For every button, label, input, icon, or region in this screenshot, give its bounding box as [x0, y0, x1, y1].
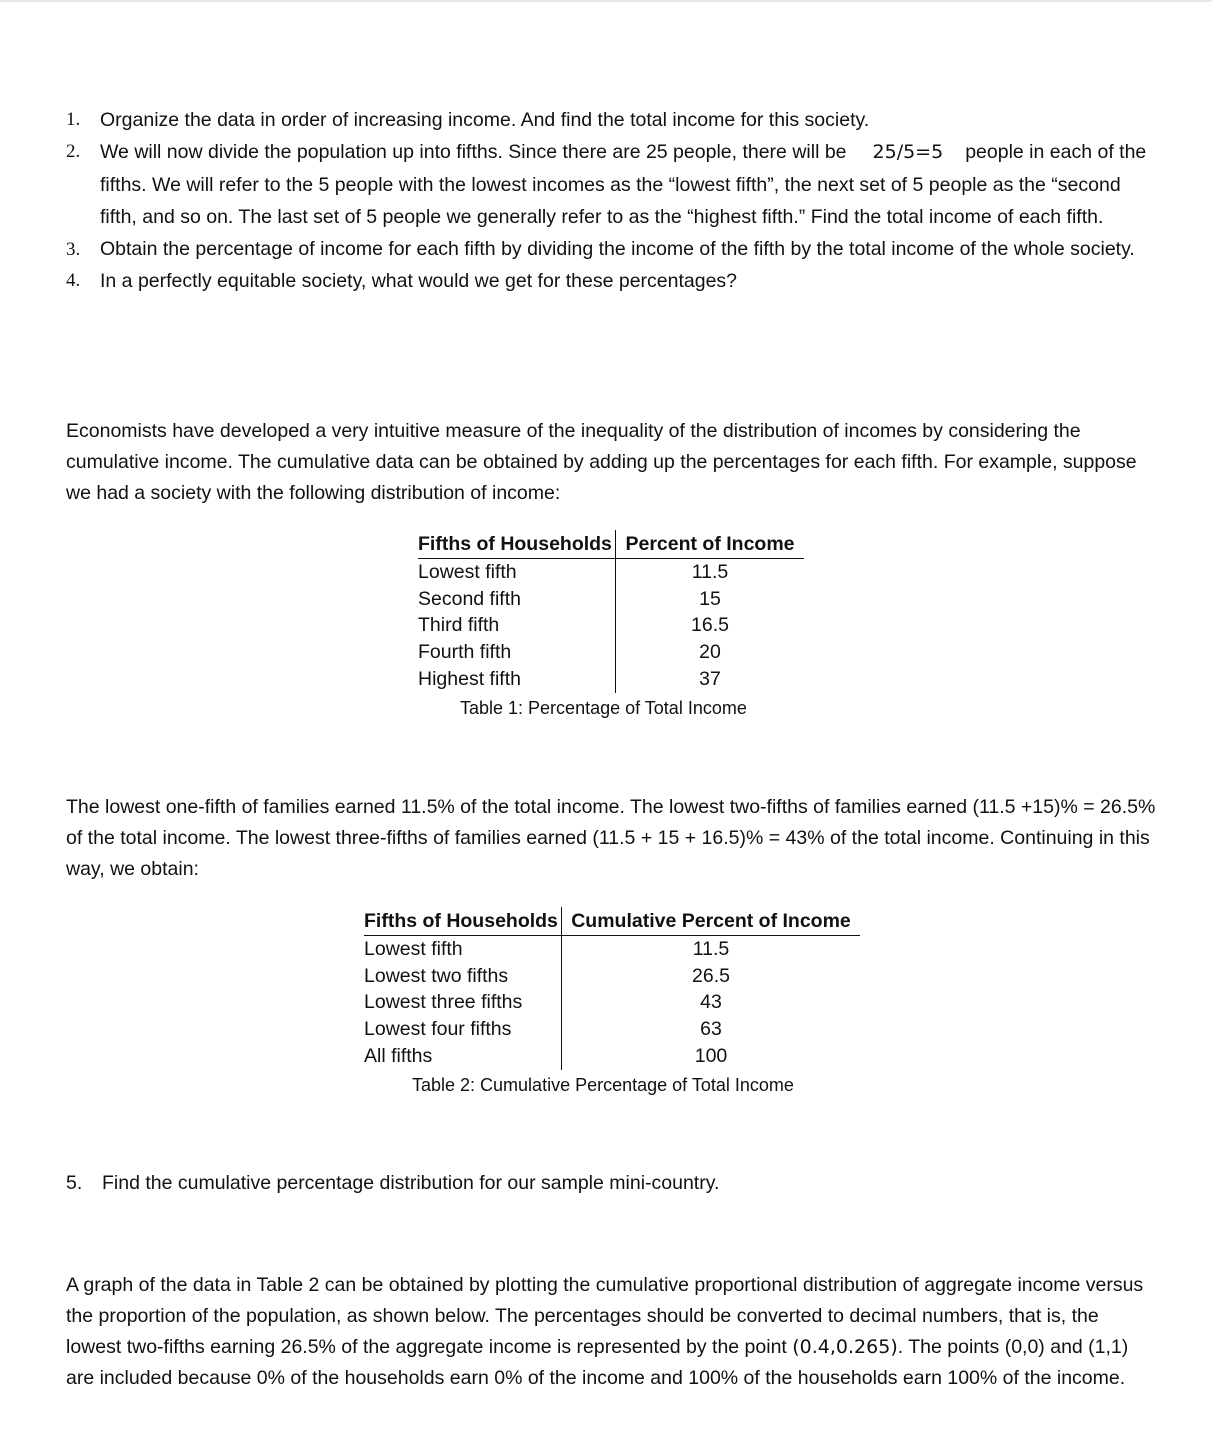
table-caption: Table 1: Percentage of Total Income: [460, 698, 747, 718]
column-header: Cumulative Percent of Income: [562, 907, 861, 936]
table-cell: 20: [699, 641, 721, 664]
top-divider: [0, 0, 1212, 2]
table-cell: Lowest two fifths: [364, 963, 562, 990]
table-cell: 26.5: [692, 964, 730, 987]
column-header: Fifths of Households: [364, 907, 562, 936]
table-cell: Third fifth: [418, 613, 616, 640]
question-number: 5.: [66, 1172, 83, 1194]
table-cell: 37: [699, 668, 721, 691]
table-cell: 43: [700, 991, 722, 1014]
table-header-row: [364, 907, 860, 936]
table-caption: Table 2: Cumulative Percentage of Total Income: [412, 1075, 794, 1095]
paragraph-text-b: . The points (0,0) and (1,1) are included because 0% of the households earn 0% of the income and 100% of the households earn 100% of the income.: [66, 1336, 1129, 1389]
question-number: 4.: [66, 269, 81, 291]
table-cell: Lowest fifth: [418, 559, 616, 586]
table-cell: All fifths: [364, 1043, 562, 1070]
table-cell: 63: [700, 1018, 722, 1041]
table-cell: 16.5: [691, 614, 729, 637]
inline-point: (0.4,0.265): [792, 1336, 898, 1358]
question-3: [60, 234, 1150, 265]
table-row: [364, 990, 860, 1017]
question-number: 1.: [66, 109, 81, 130]
table-cell: Fourth fifth: [418, 639, 616, 666]
paragraph-text-a: A graph of the data in Table 2 can be obtained by plotting the cumulative proportional distribution of aggregate income versus the proportion of the population, as shown below. The percentages should be converted to decimal numbers, that is, the lowest two-fifths earning 26.5% of the aggregate income is represented by the point: [66, 1274, 1144, 1358]
question-number: 3.: [66, 238, 81, 260]
table-cell: 11.5: [691, 560, 729, 583]
question-text: Organize the data in order of increasing income. And find the total income for this society.: [100, 109, 870, 131]
paragraph-graph: [66, 1270, 1156, 1394]
table-header-row: [418, 530, 804, 559]
table-row: [364, 1016, 860, 1043]
paragraph-cumulative: The lowest one-fifth of families earned 11.5% of the total income. The lowest two-fifths of families earned (11.5 +15)% = 26.5% of the total income. The lowest three-fifths of families earned (11.5 + 15 + 16.5)% = 43% of the total income. Continuing in this way, we obtain:: [66, 796, 1156, 880]
table-row: [418, 639, 804, 666]
question-1: [60, 104, 1150, 136]
table-cell: 11.5: [692, 937, 730, 960]
column-header: Fifths of Households: [418, 530, 616, 559]
table-percent-income: [418, 530, 804, 693]
inline-answer: 25/5=5: [872, 141, 944, 163]
paragraph-intro: Economists have developed a very intuitive measure of the inequality of the distribution of incomes by considering the cumulative income. The cumulative data can be obtained by adding up the percentages for each fifth. For example, suppose we had a society with the following distribution of income:: [66, 420, 1137, 504]
question-2: [60, 136, 1150, 234]
question-number: 2.: [66, 141, 81, 162]
table-row: [418, 586, 804, 613]
column-header: Percent of Income: [616, 530, 805, 559]
table-cell: Lowest fifth: [364, 936, 562, 963]
table-row: [418, 666, 804, 693]
question-text: Obtain the percentage of income for each fifth by dividing the income of the fifth by the total income of the whole society.: [100, 237, 1135, 260]
table-cell: 100: [694, 1045, 728, 1068]
table-row: [364, 963, 860, 990]
question-text: In a perfectly equitable society, what would we get for these percentages?: [100, 269, 738, 292]
question-text: Find the cumulative percentage distribution for our sample mini-country.: [102, 1172, 720, 1194]
question-5: [66, 1172, 719, 1195]
table-cell: Lowest three fifths: [364, 990, 562, 1017]
table-cell: Highest fifth: [418, 666, 616, 693]
table-row: [364, 1043, 860, 1070]
table-row: [364, 936, 860, 963]
table-cumulative-income: [364, 907, 860, 1070]
table-cell: 15: [699, 587, 721, 610]
table-cell: Lowest four fifths: [364, 1016, 562, 1043]
table-row: [418, 613, 804, 640]
question-text-a: We will now divide the population up into fifths. Since there are 25 people, there will be: [100, 141, 847, 163]
question-text-b: people in each of the fifths. We will refer to the 5 people with the lowest incomes as the “lowest fifth”, the next set of 5 people as the “second fifth, and so on. The last set of 5 people we generally refer to as the “highest fifth.” Find the total income of each fifth.: [100, 141, 1147, 228]
question-list: [60, 104, 1150, 297]
table-row: [418, 559, 804, 586]
table-cell: Second fifth: [418, 586, 616, 613]
question-4: [60, 265, 1150, 297]
